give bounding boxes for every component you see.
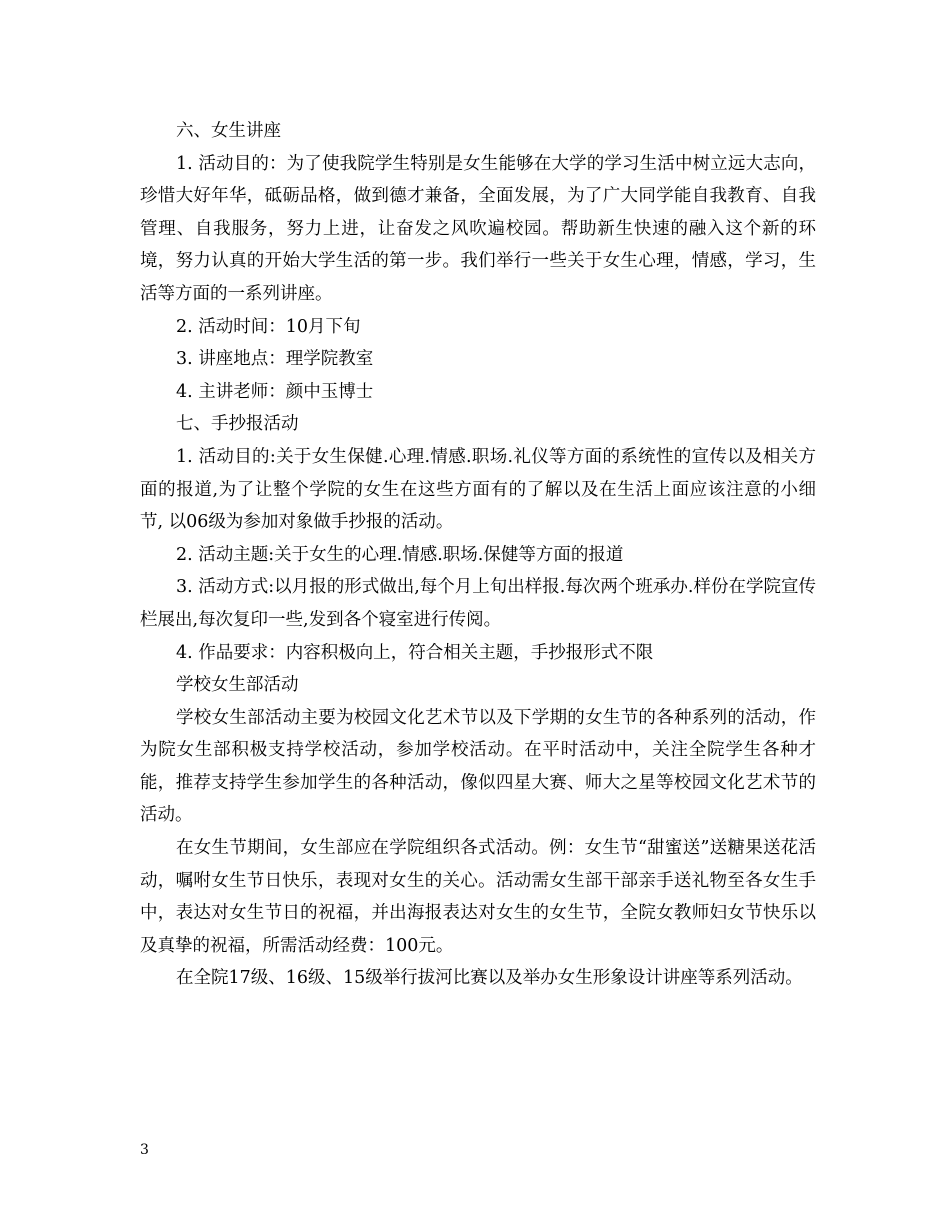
section-heading-handwritten-newspaper: 七、手抄报活动 — [176, 414, 299, 435]
section-heading-women-lecture: 六、女生讲座 — [176, 121, 281, 141]
newspaper-purpose-paragraph: 1. 活动目的:关于女生保健.心理.情感.职场.礼仪等方面的系统性的宣传以及相关方面的报道,为了让整个学院的女生在这些方面有的了解以及在生活上面应该注意的小细节, 以06级为参加对象做手抄报的活动。 — [140, 446, 816, 533]
section-heading-school-women-department: 学校女生部活动 — [176, 675, 299, 696]
school-activities-paragraph: 学校女生部活动主要为校园文化艺术节以及下学期的女生节的各种系列的活动，作为院女生部积极支持学校活动，参加学校活动。在平时活动中，关注全院学生各种才能，推荐支持学生参加学生的各种活动，像似四星大赛、师大之星等校园文化艺术节的活动。 — [140, 707, 816, 826]
tug-of-war-paragraph: 在全院17级、16级、15级举行拔河比赛以及举办女生形象设计讲座等系列活动。 — [176, 968, 803, 989]
page-number: 3 — [140, 1142, 149, 1158]
lecture-location-paragraph: 3. 讲座地点：理学院教室 — [176, 349, 374, 370]
newspaper-theme-paragraph: 2. 活动主题:关于女生的心理.情感.职场.保健等方面的报道 — [176, 544, 624, 565]
lecture-time-paragraph: 2. 活动时间：10月下旬 — [176, 316, 361, 337]
lecture-purpose-paragraph: 1. 活动目的：为了使我院学生特别是女生能够在大学的学习生活中树立远大志向，珍惜大好年华，砥砺品格，做到德才兼备，全面发展，为了广大同学能自我教育、自我管理、自我服务，努力上进，让奋发之风吹遍校园。帮助新生快速的融入这个新的环境，努力认真的开始大学生活的第一步。我们举行一些关于女生心理，情感，学习，生活等方面的一系列讲座。 — [140, 153, 816, 304]
newspaper-method-paragraph: 3. 活动方式:以月报的形式做出,每个月上旬出样报.每次两个班承办.样份在学院宣传栏展出,每次复印一些,发到各个寝室进行传阅。 — [140, 577, 816, 630]
womens-day-paragraph: 在女生节期间，女生部应在学院组织各式活动。例：女生节“甜蜜送”送糖果送花活动，嘱咐女生节日快乐，表现对女生的关心。活动需女生部干部亲手送礼物至各女生手中，表达对女生节日的祝福，并出海报表达对女生的女生节，全院女教师妇女节快乐以及真挚的祝福，所需活动经费：100元。 — [140, 838, 816, 956]
body-text — [140, 115, 816, 995]
newspaper-requirements-paragraph: 4. 作品要求：内容积极向上，符合相关主题，手抄报形式不限 — [176, 642, 654, 663]
lecture-speaker-paragraph: 4. 主讲老师：颜中玉博士 — [176, 381, 374, 402]
